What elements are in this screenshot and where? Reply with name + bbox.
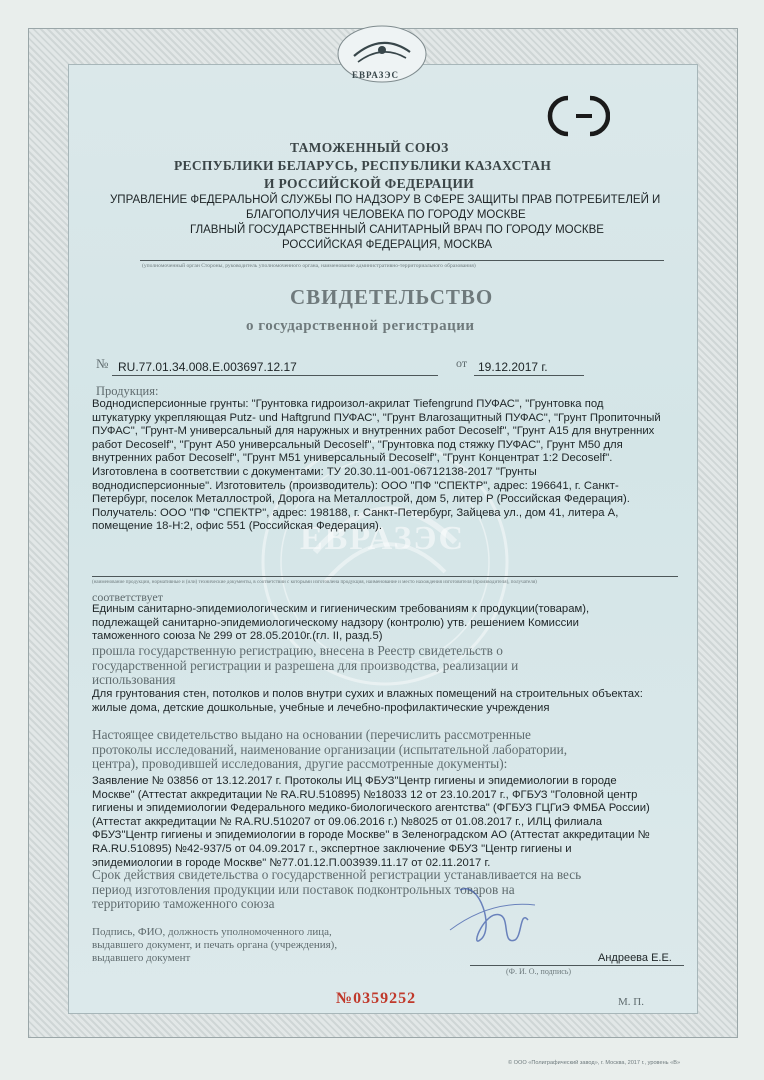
registered-line: прошла государственную регистрацию, внесена в Реестр свидетельств о	[92, 643, 503, 658]
emblem-text: ЕВРАЗЭС	[352, 70, 399, 80]
usage-text	[92, 688, 643, 715]
certificate-title: СВИДЕТЕЛЬСТВО	[290, 285, 494, 309]
header-line-3: И РОССИЙСКОЙ ФЕДЕРАЦИИ	[264, 176, 475, 191]
basis-line: RA.RU.510895) №42-937/5 от 04.09.2017 г., экспертное заключение ФБУЗ "Центр гигиены и	[92, 842, 572, 855]
watermark-text: ЕВРАЗЭС	[300, 520, 466, 557]
registered-line: государственной регистрации и разрешена для производства, реализации и	[92, 657, 519, 673]
product-line: работ Decoself", "Грунт А50 универсальный Decoself", "Грунтовка под стяжку ПУФАС", Грунт М50 для	[92, 438, 623, 451]
product-line: воднодисперсионные". Изготовитель (производитель): ООО "ПФ "СПЕКТР", адрес: 196641, г. Санкт-	[92, 479, 619, 492]
signatory-name: Андреева Е.Е.	[598, 952, 672, 964]
date-underline	[474, 375, 584, 376]
basis-intro	[92, 728, 567, 772]
validity-line: территорию таможенного союза	[92, 896, 275, 912]
header-line-1: ТАМОЖЕННЫЙ СОЮЗ	[290, 140, 449, 155]
org-line-2: БЛАГОПОЛУЧИЯ ЧЕЛОВЕКА ПО ГОРОДУ МОСКВЕ	[246, 209, 526, 221]
handwritten-signature-icon	[440, 870, 540, 960]
number-underline	[112, 375, 438, 376]
org-line-1: УПРАВЛЕНИЕ ФЕДЕРАЛЬНОЙ СЛУЖБЫ ПО НАДЗОРУ В СФЕРЕ ЗАЩИТЫ ПРАВ ПОТРЕБИТЕЛЕЙ И	[110, 194, 661, 206]
product-line: внутренних работ Decoself", "Грунт М51 универсальный Decoself", "Грунт Концентрат 1:2 Decoself".	[92, 452, 613, 465]
product-label: Продукция:	[96, 384, 159, 398]
usage-line: Для грунтования стен, потолков и полов внутри сухих и влажных помещений на строительных объектах:	[92, 688, 643, 700]
basis-line: ФБУЗ"Центр гигиены и эпидемиологии в городе Москве" в Зеленоградском АО (Аттестат аккредитации №	[92, 829, 650, 842]
basis-line: Заявление № 03856 от 13.12.2017 г. Протоколы ИЦ ФБУЗ"Центр гигиены и эпидемиологии в городе	[92, 775, 617, 787]
basis-intro-line: протоколы исследований, наименование организации (испытательной лаборатории,	[92, 741, 568, 757]
product-line: штукатурку укрепляющая Putz- und Haftgrund ПУФАС", "Грунт Влагозащитный ПУФАС", "Грунт Пропиточный	[92, 411, 661, 424]
certificate-subtitle: о государственной регистрации	[246, 318, 475, 334]
registration-number: RU.77.01.34.008.Е.003697.12.17	[118, 360, 297, 374]
conformity-label: соответствует	[92, 590, 163, 604]
signature-caption	[92, 926, 337, 965]
registered-text	[92, 644, 518, 688]
serial-number: №0359252	[336, 990, 417, 1007]
printer-footer: © ООО «Полиграфический завод», г. Москва, 2017 г., уровень «В»	[508, 1060, 681, 1066]
signature-underline	[470, 965, 684, 966]
number-label: №	[96, 356, 109, 371]
stamp-place-label: М. П.	[618, 996, 644, 1008]
org-line-4: РОССИЙСКАЯ ФЕДЕРАЦИЯ, МОСКВА	[282, 239, 493, 251]
fio-caption: (Ф. И. О., подпись)	[506, 967, 572, 976]
product-line: Изготовлена в соответствии с документами: ТУ 20.30.11-001-06712138-2017 "Грунты	[92, 465, 537, 478]
basis-intro-line: центра), проводившей исследования, другие рассмотренные документы):	[92, 756, 508, 772]
product-line: ПУФАС", "Грунт-М универсальный для наружных и внутренних работ Decoself", "Грунт А15 для внутренних	[92, 425, 655, 438]
conformity-line: Единым санитарно-эпидемиологическим и гигиеническим требованиям к продукции(товарам),	[92, 603, 590, 615]
basis-line: гигиены и эпидемиологии Федерального медико-биологического агентства" (ФГБУЗ ГЦГиЭ ФМБА России)	[92, 802, 650, 815]
product-line: Петербург, поселок Металлострой, Дорога на Металлострой, дом 5, литер Р (Российская Федерация).	[92, 493, 630, 506]
product-line: Воднодисперсионные грунты: "Грунтовка гидроизол-акрилат Tiefengrund ПУФАС", "Грунтовка под	[92, 398, 604, 410]
conformity-text	[92, 603, 589, 644]
product-underline	[92, 576, 678, 577]
product-line: Получатель: ООО "ПФ "СПЕКТР", адрес: 198188, г. Санкт-Петербург, Зайцева ул., дом 41, литера А,	[92, 506, 619, 519]
eac-conformity-mark-icon	[540, 92, 610, 140]
basis-intro-line: Настоящее свидетельство выдано на основании (перечислить рассмотренные	[92, 727, 531, 742]
signature-caption-line: выдавшего документ	[92, 952, 191, 964]
org-line-3: ГЛАВНЫЙ ГОСУДАРСТВЕННЫЙ САНИТАРНЫЙ ВРАЧ ПО ГОРОДУ МОСКВЕ	[190, 224, 604, 236]
org-underline	[140, 260, 664, 261]
date-label: от	[456, 356, 468, 370]
usage-line: жилые дома, детские дошкольные, учебные и лечебно-профилактические учреждения	[92, 701, 550, 714]
validity-line: Срок действия свидетельства о государственной регистрации устанавливается на весь	[92, 867, 582, 882]
registration-date: 19.12.2017 г.	[478, 360, 548, 374]
signature-caption-line: выдавшего документ, и печать органа (учреждения),	[92, 939, 338, 951]
validity-line: период изготовления продукции или поставок подконтрольных товаров на	[92, 881, 515, 897]
basis-line: (Аттестат аккредитации № RA.RU.510207 от 09.06.2016 г.) №8025 от 01.08.2017 г., ИЛЦ филиала	[92, 815, 602, 828]
org-caption: (уполномоченный орган Стороны, руководитель уполномоченного органа, наименование административно-территориального образования)	[142, 263, 476, 269]
registered-line: использования	[92, 672, 176, 688]
product-text	[92, 398, 661, 534]
product-caption: (наименование продукции, нормативные и (или) технические документы, в соответствии с которыми изготовлена продукция, наименование и место нахождения изготовителя (производителя), получателя)	[92, 579, 537, 585]
conformity-line: подлежащей санитарно-эпидемиологическому надзору (контролю) утв. решением Комиссии	[92, 616, 579, 629]
basis-line: эпидемиологии в городе Москве" №77.01.12.П.003939.11.17 от 02.11.2017 г.	[92, 856, 491, 869]
conformity-line: таможенного союза № 299 от 28.05.2010г.(гл. II, разд.5)	[92, 630, 383, 643]
header-line-2: РЕСПУБЛИКИ БЕЛАРУСЬ, РЕСПУБЛИКИ КАЗАХСТАН	[174, 158, 552, 173]
product-line: помещение 18-Н:2, офис 551 (Российская Федерация).	[92, 520, 382, 533]
basis-line: Москве" (Аттестат аккредитации № RA.RU.510895) №18033 12 от 23.10.2017 г., ФГБУЗ "Головной центр	[92, 788, 638, 801]
signature-caption-line: Подпись, ФИО, должность уполномоченного лица,	[92, 926, 332, 938]
basis-text	[92, 775, 650, 870]
